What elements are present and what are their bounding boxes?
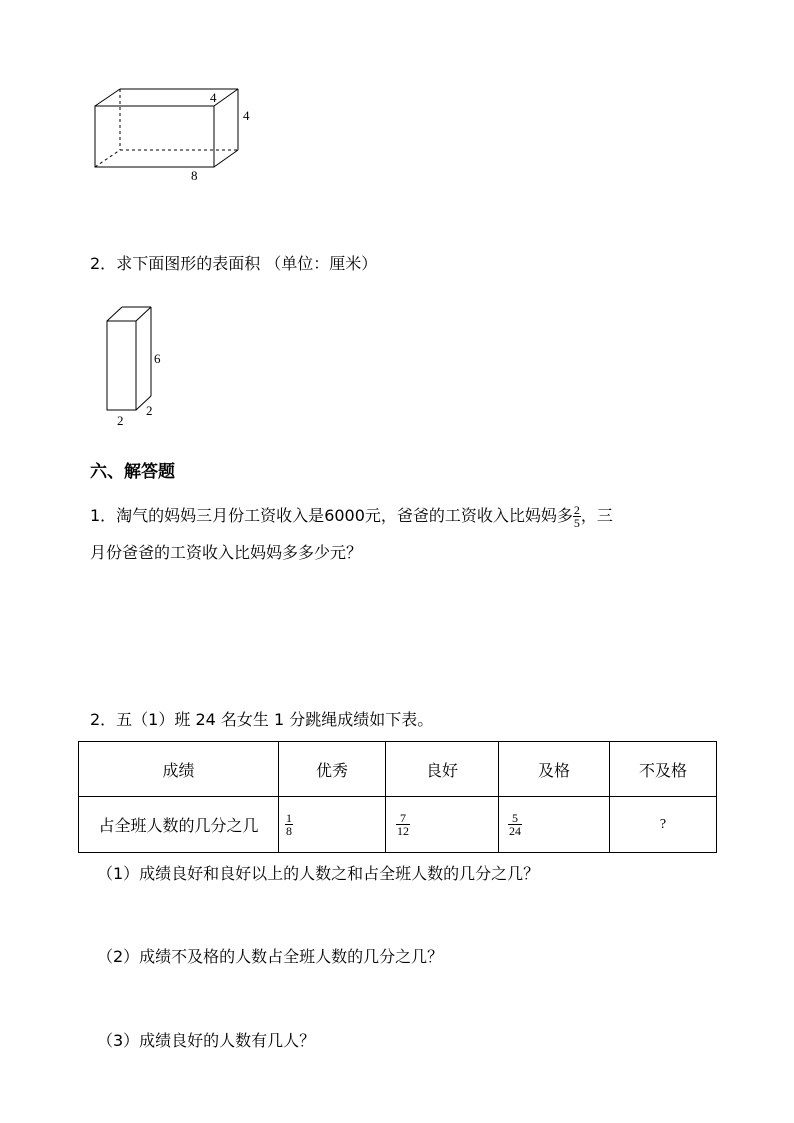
fraction-five-twentyfourths: $\frac{5}{24}$ — [508, 811, 521, 838]
cuboid-height-label: 4 — [243, 108, 250, 123]
table-header-cell: 及格 — [498, 742, 609, 797]
tall-cuboid-height-label: 6 — [154, 351, 161, 366]
question-2-number: 2． — [90, 254, 117, 273]
sub-question-2: （2）成绩不及格的人数占全班人数的几分之几？ — [97, 947, 444, 966]
cuboid-depth-label: 4 — [210, 90, 217, 105]
sub-question-3: （3）成绩良好的人数有几人？ — [97, 1031, 316, 1050]
table-cell-excellent — [278, 797, 385, 853]
table-header-cell: 不及格 — [609, 742, 716, 797]
cuboid-figure — [88, 82, 268, 182]
tall-cuboid-depth-label: 2 — [146, 403, 153, 418]
table-header-cell: 良好 — [385, 742, 498, 797]
table-row-label: 占全班人数的几分之几 — [79, 797, 279, 853]
fraction-seven-twelfths: $\frac{7}{12}$ — [396, 811, 409, 838]
table-header-cell: 成绩 — [79, 742, 279, 797]
grade-table — [78, 741, 717, 853]
fraction-one-eighth: $\frac{1}{8}$ — [285, 811, 292, 838]
table-row — [79, 797, 717, 853]
salary-amount: 6000 — [324, 506, 365, 525]
fraction-two-fifths: $\frac{2}{5}$ — [573, 503, 580, 530]
question-2 — [90, 254, 377, 274]
sub-question-1: （1）成绩良好和良好以上的人数之和占全班人数的几分之几？ — [97, 864, 540, 883]
table-cell-good — [385, 797, 498, 853]
table-header-cell: 优秀 — [278, 742, 385, 797]
problem-2-intro: 2．五（1）班 24 名女生 1 分跳绳成绩如下表。 — [90, 710, 434, 729]
cuboid-length-label: 8 — [191, 168, 198, 183]
tall-cuboid-figure — [100, 304, 160, 416]
question-2-text: 求下面图形的表面积 （单位：厘米） — [116, 254, 378, 273]
table-cell-fail: ? — [609, 797, 716, 853]
table-header-row — [79, 742, 717, 797]
tall-cuboid-width-label: 2 — [117, 413, 124, 428]
problem-1-line-1: 1．淘气的妈妈三月份工资收入是6000元，爸爸的工资收入比妈妈多 $\frac{2}{5}$ ，三 — [90, 503, 613, 530]
table-cell-pass — [498, 797, 609, 853]
section-heading: 六、解答题 — [90, 462, 175, 482]
problem-1-line-2: 月份爸爸的工资收入比妈妈多多少元？ — [90, 543, 363, 562]
